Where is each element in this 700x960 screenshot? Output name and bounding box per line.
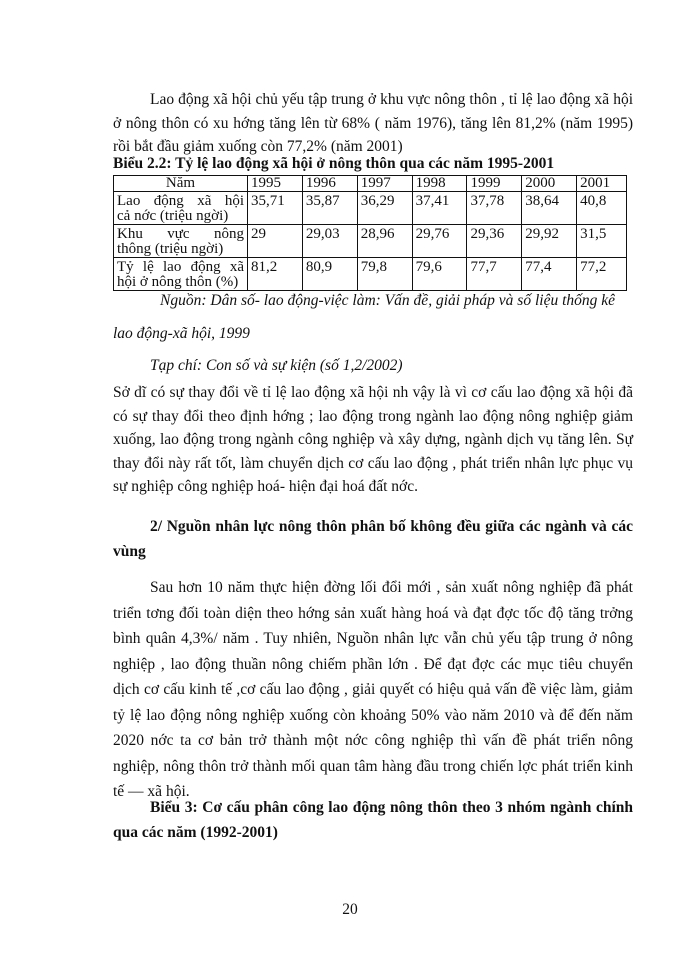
- header-year: 1999: [467, 176, 522, 192]
- header-year-label: Năm: [114, 176, 248, 192]
- table-row: [114, 258, 627, 291]
- explanation-paragraph: Sở dĩ có sự thay đổi về tỉ lệ lao động xã hội nh vậy là vì cơ cấu lao động xã hội đã có sự thay đổi theo định hớng ; lao động trong ngành lao động nông nghiệp giảm xuống, lao động trong ngành công nghiệp và xây dựng, ngành dịch vụ tăng lên. Sự thay đổi này rất tốt, làm chuyển dịch cơ cấu lao động , phát triển nhân lực phục vụ sự nghiệp công nghiệp hoá- hiện đại hoá đất nớc.: [113, 384, 633, 495]
- header-year: 1996: [302, 176, 357, 192]
- table-cell: 77,2: [577, 258, 627, 291]
- chart-heading: Biểu 3: Cơ cấu phân công lao động nông thôn theo 3 nhóm ngành chính qua các năm (1992-2001): [113, 799, 633, 841]
- row-label: Khu vực nông thông (triệu ngời): [114, 225, 248, 258]
- table-cell: 37,78: [467, 192, 522, 225]
- table-cell: 38,64: [522, 192, 577, 225]
- table-cell: 29,76: [412, 225, 467, 258]
- source-line-3: Tạp chí: Con số và sự kiện (số 1,2/2002): [150, 357, 403, 374]
- body-paragraph: Sau hơn 10 năm thực hiện đờng lối đổi mới , sản xuất nông nghiệp đã phát triển tơng đối toàn diện theo hớng sản xuất hàng hoá và đạt đợc tốc độ tăng trởng bình quân 4,3%/ năm . Tuy nhiên, Nguồn nhân lực vẫn chủ yếu tập trung ở nông nghiệp , lao động thuần nông chiếm phần lớn . Để đạt đợc các mục tiêu chuyển dịch cơ cấu kinh tế ,cơ cấu lao động , giải quyết có hiệu quả vấn đề việc làm, giảm tỷ lệ lao động nông nghiệp xuống còn khoảng 50% vào năm 2010 và để đến năm 2020 nớc ta cơ bản trở thành một nớc công nghiệp thì vấn đề phát triển nông nghiệp, nông thôn trở thành mối quan tâm hàng đầu trong chiến lợc phát triển kinh tế — xã hội.: [113, 579, 633, 800]
- table-cell: 79,8: [357, 258, 412, 291]
- table-cell: 79,6: [412, 258, 467, 291]
- source-label: Nguồn: [160, 292, 202, 309]
- page-number: 20: [342, 901, 358, 918]
- table-cell: 77,4: [522, 258, 577, 291]
- source-line-2: lao động-xã hội, 1999: [113, 325, 250, 342]
- table-cell: 35,87: [302, 192, 357, 225]
- table-cell: 37,41: [412, 192, 467, 225]
- header-year: 1995: [248, 176, 303, 192]
- table-cell: 80,9: [302, 258, 357, 291]
- header-year: 1998: [412, 176, 467, 192]
- table-cell: 29,03: [302, 225, 357, 258]
- header-year: 1997: [357, 176, 412, 192]
- table-header-row: [114, 176, 627, 192]
- source-line-1: Nguồn: Dân số- lao động-việc làm: Vấn đề, giải pháp và số liệu thống kê: [160, 292, 616, 309]
- intro-paragraph: Lao động xã hội chủ yếu tập trung ở khu vực nông thôn , tỉ lệ lao động xã hội ở nông thôn có xu hớng tăng lên từ 68% ( năm 1976), tăng lên 81,2% (năm 1995) rồi bắt đầu giảm xuống còn 77,2% (năm 2001): [113, 91, 633, 155]
- table-cell: 29,36: [467, 225, 522, 258]
- table-cell: 81,2: [248, 258, 303, 291]
- row-label: Tỷ lệ lao động xã hội ở nông thôn (%): [114, 258, 248, 291]
- table-row: [114, 192, 627, 225]
- section-heading: 2/ Nguồn nhân lực nông thôn phân bố không đều giữa các ngành và các vùng: [113, 518, 633, 560]
- labor-table: [113, 175, 627, 291]
- table-cell: 77,7: [467, 258, 522, 291]
- table-caption: Biểu 2.2: Tỷ lệ lao động xã hội ở nông thôn qua các năm 1995-2001: [113, 155, 555, 172]
- table-cell: 36,29: [357, 192, 412, 225]
- table-cell: 31,5: [577, 225, 627, 258]
- header-year: 2000: [522, 176, 577, 192]
- header-year: 2001: [577, 176, 627, 192]
- table-cell: 28,96: [357, 225, 412, 258]
- table-row: [114, 225, 627, 258]
- table-cell: 29: [248, 225, 303, 258]
- row-label: Lao động xã hội cả nớc (triệu ngời): [114, 192, 248, 225]
- table-cell: 29,92: [522, 225, 577, 258]
- table-cell: 35,71: [248, 192, 303, 225]
- table-cell: 40,8: [577, 192, 627, 225]
